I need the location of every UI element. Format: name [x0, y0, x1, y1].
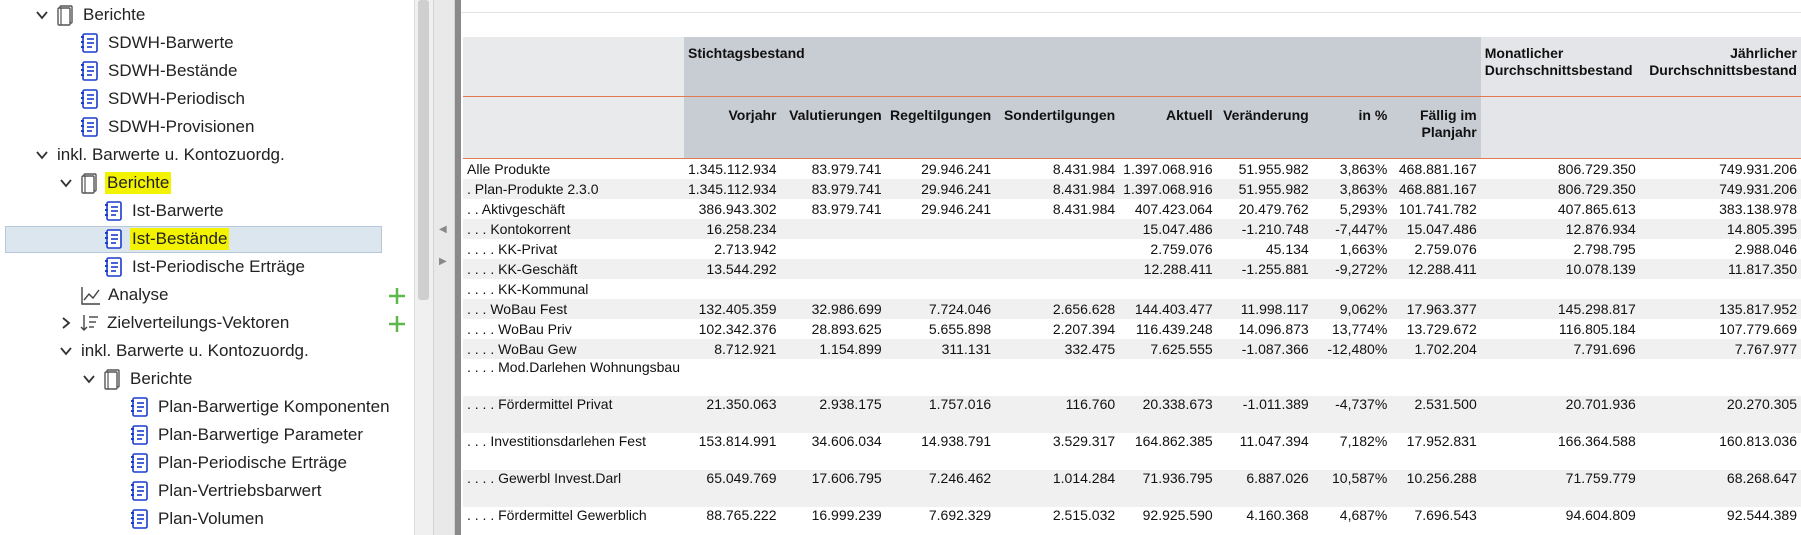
table-cell: 83.979.741	[811, 180, 882, 197]
table-cell: 11.047.394	[1239, 432, 1309, 449]
row-label: . . . . WoBau Priv	[467, 320, 572, 337]
table-cell: 13.729.672	[1406, 320, 1477, 337]
row-label: . . . Kontokorrent	[467, 220, 571, 237]
tree-item-label: inkl. Barwerte u. Kontozuordg.	[81, 341, 309, 360]
table-cell	[995, 239, 1119, 259]
table-cell	[780, 279, 885, 299]
table-cell: 7.724.046	[928, 300, 992, 317]
table-cell: 116.805.184	[1558, 320, 1636, 337]
table-cell: 16.999.239	[811, 506, 882, 523]
tree-item-label: Ist-Bestände	[132, 229, 228, 248]
table-cell: 71.759.779	[1565, 469, 1636, 486]
report-icon	[80, 88, 100, 110]
table-cell: 15.047.486	[1406, 220, 1477, 237]
table-cell: 4,687%	[1339, 506, 1388, 523]
table-row[interactable]	[463, 396, 1801, 433]
table-cell: 153.814.991	[698, 432, 777, 449]
table-cell: 11.817.350	[1727, 260, 1797, 277]
table-cell	[995, 259, 1119, 279]
book-icon	[79, 172, 99, 194]
tree-item-analyse[interactable]	[80, 282, 170, 308]
table-cell	[1313, 359, 1392, 396]
table-cell: 2.759.076	[1414, 240, 1477, 257]
table-cell: 20.701.936	[1565, 395, 1636, 412]
table-cell: 51.955.982	[1238, 160, 1309, 177]
table-cell: -12,480%	[1327, 340, 1388, 357]
chevron-down-icon[interactable]	[35, 148, 49, 162]
table-cell: 1,663%	[1339, 240, 1388, 257]
table-cell: 2.207.394	[1052, 320, 1116, 337]
column-header-fällig-im-planjahr[interactable]: Fällig im Planjahr	[1391, 97, 1480, 159]
column-header-valutierungen[interactable]: Valutierungen	[780, 97, 885, 159]
table-cell	[1640, 279, 1801, 299]
report-icon	[80, 116, 100, 138]
table-cell: 83.979.741	[811, 160, 882, 177]
table-row[interactable]	[463, 433, 1801, 470]
column-header-sondertilgungen[interactable]: Sondertilgungen	[995, 97, 1119, 159]
table-cell: 3,863%	[1339, 160, 1388, 177]
table-cell: 2.938.175	[819, 395, 882, 412]
table-cell: -9,272%	[1335, 260, 1388, 277]
stock-report-table	[463, 37, 1801, 535]
table-cell: 17.952.831	[1406, 432, 1477, 449]
header-stichtagsbestand: Stichtagsbestand	[684, 37, 1481, 97]
tree-item-label: Plan-Vertriebsbarwert	[158, 481, 322, 500]
table-cell: 7,182%	[1339, 432, 1388, 449]
table-cell: 65.049.769	[706, 469, 777, 486]
report-icon	[80, 32, 100, 54]
table-cell	[1217, 279, 1313, 299]
table-cell: -4,737%	[1335, 395, 1388, 412]
tree-item-berichte[interactable]	[82, 366, 194, 392]
table-cell: 32.986.699	[811, 300, 882, 317]
row-label: . . . . KK-Geschäft	[467, 260, 578, 277]
tree-item-label: Ist-Barwerte	[132, 201, 224, 220]
table-row[interactable]	[463, 219, 1801, 239]
tree-item-plan-vertriebsbarwert[interactable]	[130, 478, 323, 504]
report-icon	[80, 60, 100, 82]
tree-item-label: SDWH-Periodisch	[108, 89, 245, 108]
table-cell: 407.423.064	[1134, 200, 1213, 217]
header-corner	[463, 37, 684, 97]
tree-item-inkl-barwerte-u-kontozuordg[interactable]	[59, 338, 311, 364]
tree-item-plan-volumen[interactable]	[130, 506, 266, 532]
table-cell: 116.760	[1065, 395, 1116, 412]
table-cell: 12.876.934	[1565, 220, 1636, 237]
table-row[interactable]	[463, 299, 1801, 319]
table-cell: 2.531.500	[1414, 395, 1477, 412]
table-cell: 13,774%	[1332, 320, 1388, 337]
table-cell: 5,293%	[1339, 200, 1388, 217]
table-cell: 11.998.117	[1240, 300, 1309, 317]
table-cell: 102.342.376	[698, 320, 777, 337]
table-cell: 28.893.625	[811, 320, 882, 337]
table-cell: 8.431.984	[1052, 200, 1116, 217]
tree-item-plan-periodische-erträge[interactable]	[130, 450, 349, 476]
panel-splitter[interactable]	[433, 0, 455, 535]
chevron-down-icon[interactable]	[59, 176, 73, 190]
row-label: . . . . KK-Privat	[467, 240, 558, 257]
table-cell: 1.014.284	[1052, 469, 1116, 486]
table-cell: 144.403.477	[1134, 300, 1213, 317]
tree-item-label: Berichte	[130, 369, 193, 388]
table-cell	[1119, 359, 1217, 396]
table-cell: 7.692.329	[928, 506, 992, 523]
table-cell: 1.397.068.916	[1123, 160, 1213, 177]
table-cell: 8.712.921	[714, 340, 777, 357]
tree-item-label: Ist-Periodische Erträge	[132, 257, 305, 276]
table-cell: 116.439.248	[1135, 320, 1213, 337]
table-cell: 160.813.036	[1719, 432, 1797, 449]
tree-item-plan-barwertige-parameter[interactable]	[130, 422, 365, 448]
column-header-veränderung[interactable]: Veränderung	[1217, 97, 1313, 159]
row-label: . . . . Fördermittel Gewerblich	[467, 506, 647, 523]
table-cell: -1.011.389	[1242, 395, 1309, 412]
column-header-month-avg-spacer	[1481, 97, 1640, 159]
table-cell: 2.656.628	[1052, 300, 1116, 317]
tree-item-label: Analyse	[108, 285, 169, 304]
tree-scrollbar[interactable]	[414, 0, 433, 535]
column-header-year-avg-spacer	[1640, 97, 1801, 159]
table-cell: 6.887.026	[1246, 469, 1309, 486]
column-header-vorjahr[interactable]: Vorjahr	[684, 97, 781, 159]
book-icon	[55, 4, 75, 26]
add-analyse-icon[interactable]	[386, 285, 408, 307]
table-cell: 132.405.359	[698, 300, 777, 317]
table-cell: -1.210.748	[1241, 220, 1309, 237]
table-cell: 2.988.046	[1734, 240, 1797, 257]
table-cell: 5.655.898	[928, 320, 992, 337]
table-cell	[684, 359, 781, 396]
table-cell	[1481, 359, 1640, 396]
tree-item-berichte[interactable]	[35, 2, 147, 28]
table-cell: 94.604.809	[1565, 506, 1636, 523]
row-label: . Plan-Produkte 2.3.0	[467, 180, 599, 197]
chevron-down-icon[interactable]	[35, 8, 49, 22]
navigation-tree	[0, 0, 414, 535]
table-cell: 92.544.389	[1726, 506, 1797, 523]
tree-scrollbar-thumb[interactable]	[418, 0, 429, 300]
header-corner-2	[463, 97, 684, 159]
report-icon	[104, 256, 124, 278]
table-row[interactable]	[463, 339, 1801, 359]
table-cell: 17.963.377	[1406, 300, 1477, 317]
table-cell	[886, 239, 996, 259]
table-cell: 7.246.462	[928, 469, 992, 486]
table-cell: 2.798.795	[1573, 240, 1636, 257]
tree-item-inkl-barwerte-u-kontozuordg[interactable]	[35, 142, 287, 168]
table-cell: 20.270.305	[1726, 395, 1797, 412]
tree-item-zielverteilungs-vektoren[interactable]	[59, 310, 291, 336]
table-cell: 20.479.762	[1238, 200, 1309, 217]
table-cell: 29.946.241	[921, 200, 992, 217]
table-cell	[1481, 279, 1640, 299]
table-cell: 311.131	[941, 340, 992, 357]
table-cell: 20.338.673	[1142, 395, 1213, 412]
table-cell: 71.936.795	[1142, 469, 1213, 486]
table-cell: 1.702.204	[1414, 340, 1477, 357]
tree-item-label: Plan-Periodische Erträge	[158, 453, 347, 472]
table-cell: 14.096.873	[1238, 320, 1309, 337]
table-cell	[1391, 279, 1480, 299]
table-cell: 1.397.068.916	[1123, 180, 1213, 197]
chevron-down-icon[interactable]	[82, 372, 96, 386]
table-row[interactable]	[463, 179, 1801, 199]
table-cell: 1.154.899	[819, 340, 882, 357]
tree-item-label: SDWH-Barwerte	[108, 33, 234, 52]
table-row[interactable]	[463, 507, 1801, 535]
table-row[interactable]	[463, 199, 1801, 219]
table-cell: 2.713.942	[714, 240, 777, 257]
table-cell: 1.345.112.934	[687, 180, 777, 197]
tree-item-sdwh-bestände[interactable]	[80, 58, 239, 84]
table-cell: 7.625.555	[1150, 340, 1213, 357]
table-cell: 332.475	[1064, 340, 1116, 357]
table-cell: 10.078.139	[1565, 260, 1636, 277]
tree-item-sdwh-provisionen[interactable]	[80, 114, 256, 140]
table-cell: 166.364.588	[1557, 432, 1636, 449]
table-cell	[995, 279, 1119, 299]
table-row[interactable]	[463, 470, 1801, 507]
chevron-down-icon[interactable]	[59, 344, 73, 358]
table-cell: 407.865.613	[1557, 200, 1636, 217]
report-icon	[104, 228, 124, 250]
add-zielverteilung-icon[interactable]	[386, 313, 408, 335]
table-cell: 2.515.032	[1052, 506, 1116, 523]
table-cell: 3.529.317	[1052, 432, 1116, 449]
tree-item-ist-bestände[interactable]	[104, 226, 229, 252]
table-cell: 468.881.167	[1398, 180, 1477, 197]
table-cell: 29.946.241	[921, 160, 992, 177]
table-cell: 4.160.368	[1246, 506, 1309, 523]
collapse-left-icon[interactable]: ◀	[439, 224, 447, 235]
table-cell: 135.817.952	[1719, 300, 1797, 317]
table-row[interactable]	[463, 279, 1801, 299]
table-cell: 749.931.206	[1719, 180, 1797, 197]
table-cell: 83.979.741	[811, 200, 882, 217]
expand-right-icon[interactable]: ▶	[439, 256, 447, 267]
row-label: . . . . Gewerbl Invest.Darl	[467, 469, 622, 486]
table-cell	[886, 359, 996, 396]
column-header-aktuell[interactable]: Aktuell	[1119, 97, 1217, 159]
table-cell: 12.288.411	[1407, 260, 1477, 277]
table-row[interactable]	[463, 259, 1801, 279]
table-cell	[1217, 359, 1313, 396]
table-cell: 7.696.543	[1414, 506, 1477, 523]
tree-item-plan-barwertige-komponenten[interactable]	[130, 394, 392, 420]
tree-item-label: SDWH-Bestände	[108, 61, 238, 80]
table-cell: 17.606.795	[811, 469, 882, 486]
table-cell	[886, 259, 996, 279]
table-cell	[995, 359, 1119, 396]
tree-item-label: Plan-Volumen	[158, 509, 264, 528]
table-cell: 45.134	[1265, 240, 1309, 257]
table-cell	[780, 239, 885, 259]
report-icon	[130, 396, 150, 418]
chevron-right-icon[interactable]	[59, 316, 73, 330]
table-cell: 12.288.411	[1143, 260, 1213, 277]
table-cell: -1.255.881	[1241, 260, 1309, 277]
table-cell: -1.087.366	[1241, 340, 1309, 357]
report-icon	[130, 480, 150, 502]
table-cell: 14.938.791	[921, 432, 992, 449]
table-cell: 383.138.978	[1719, 200, 1797, 217]
table-cell: 15.047.486	[1142, 220, 1213, 237]
tree-item-label: Berichte	[107, 173, 170, 192]
table-cell: 164.862.385	[1134, 432, 1213, 449]
table-cell: 29.946.241	[921, 180, 992, 197]
table-cell	[886, 219, 996, 239]
table-cell: 386.943.302	[698, 200, 777, 217]
tree-item-label: Plan-Barwertige Komponenten	[158, 397, 390, 416]
table-cell: 9,062%	[1339, 300, 1388, 317]
column-header-regeltilgungen[interactable]: Regeltilgungen	[886, 97, 996, 159]
report-icon	[130, 424, 150, 446]
report-toolbar-strip	[461, 0, 1801, 13]
tree-item-label: Plan-Barwertige Parameter	[158, 425, 364, 444]
sort-icon	[79, 312, 99, 334]
table-cell	[995, 219, 1119, 239]
tree-item-label: Zielverteilungs-Vektoren	[107, 313, 290, 332]
table-cell: 145.298.817	[1557, 300, 1636, 317]
tree-item-label: inkl. Barwerte u. Kontozuordg.	[57, 145, 285, 164]
table-cell: 8.431.984	[1052, 160, 1116, 177]
table-row[interactable]	[463, 359, 1801, 396]
table-cell: 13.544.292	[706, 260, 777, 277]
report-icon	[130, 508, 150, 530]
table-cell	[780, 219, 885, 239]
row-label: . . . . Fördermittel Privat	[467, 395, 613, 412]
column-header-in-%[interactable]: in %	[1313, 97, 1392, 159]
table-cell: 92.925.590	[1142, 506, 1213, 523]
table-cell: 51.955.982	[1238, 180, 1309, 197]
tree-item-label: SDWH-Provisionen	[108, 117, 255, 136]
tree-item-label: Berichte	[83, 5, 146, 24]
table-cell	[1640, 359, 1801, 396]
table-cell	[1119, 279, 1217, 299]
table-cell: 1.757.016	[928, 395, 992, 412]
table-cell: -7,447%	[1335, 220, 1388, 237]
table-cell: 10.256.288	[1406, 469, 1477, 486]
table-cell: 806.729.350	[1557, 160, 1636, 177]
row-label: . . . . WoBau Gew	[467, 340, 577, 357]
row-label: . . . . Mod.Darlehen Wohnungsbau	[467, 358, 680, 375]
table-cell	[886, 279, 996, 299]
row-label: Alle Produkte	[467, 160, 551, 177]
book-icon	[102, 368, 122, 390]
header-jaehrlicher-durchschnitt: Jährlicher Durchschnittsbestand	[1640, 37, 1801, 97]
table-cell	[1313, 279, 1392, 299]
table-cell: 468.881.167	[1398, 160, 1477, 177]
table-cell: 1.345.112.934	[687, 160, 777, 177]
tree-item-sdwh-periodisch[interactable]	[80, 86, 247, 112]
table-cell: 10,587%	[1332, 469, 1388, 486]
chart-icon	[80, 284, 100, 306]
table-cell	[684, 279, 781, 299]
table-cell: 68.268.647	[1726, 469, 1797, 486]
row-label: . . Aktivgeschäft	[467, 200, 566, 217]
table-cell: 88.765.222	[706, 506, 777, 523]
header-monatlicher-durchschnitt: Monatlicher Durchschnittsbestand	[1481, 37, 1640, 97]
table-cell: 7.791.696	[1573, 340, 1636, 357]
table-cell: 21.350.063	[706, 395, 777, 412]
row-label: . . . Investitionsdarlehen Fest	[467, 432, 646, 449]
table-row[interactable]	[463, 319, 1801, 339]
table-row[interactable]	[463, 159, 1801, 179]
report-icon	[130, 452, 150, 474]
table-cell: 34.606.034	[811, 432, 882, 449]
table-cell: 749.931.206	[1719, 160, 1797, 177]
table-cell: 14.805.395	[1726, 220, 1797, 237]
table-cell	[1391, 359, 1480, 396]
report-view	[461, 0, 1801, 535]
tree-item-sdwh-barwerte[interactable]	[80, 30, 236, 56]
tree-item-berichte[interactable]	[59, 170, 171, 196]
table-cell: 107.779.669	[1719, 320, 1797, 337]
table-cell: 2.759.076	[1150, 240, 1213, 257]
table-cell: 7.767.977	[1734, 340, 1797, 357]
tree-item-ist-barwerte[interactable]	[104, 198, 226, 224]
table-cell: 3,863%	[1339, 180, 1388, 197]
table-cell	[780, 259, 885, 279]
report-icon	[104, 200, 124, 222]
tree-item-ist-periodische-erträge[interactable]	[104, 254, 307, 280]
table-cell	[780, 359, 885, 396]
table-cell: 8.431.984	[1052, 180, 1116, 197]
table-row[interactable]	[463, 239, 1801, 259]
row-label: . . . . KK-Kommunal	[467, 280, 589, 297]
table-cell: 101.741.782	[1398, 200, 1477, 217]
row-label: . . . WoBau Fest	[467, 300, 568, 317]
table-cell: 806.729.350	[1557, 180, 1636, 197]
table-cell: 16.258.234	[706, 220, 777, 237]
